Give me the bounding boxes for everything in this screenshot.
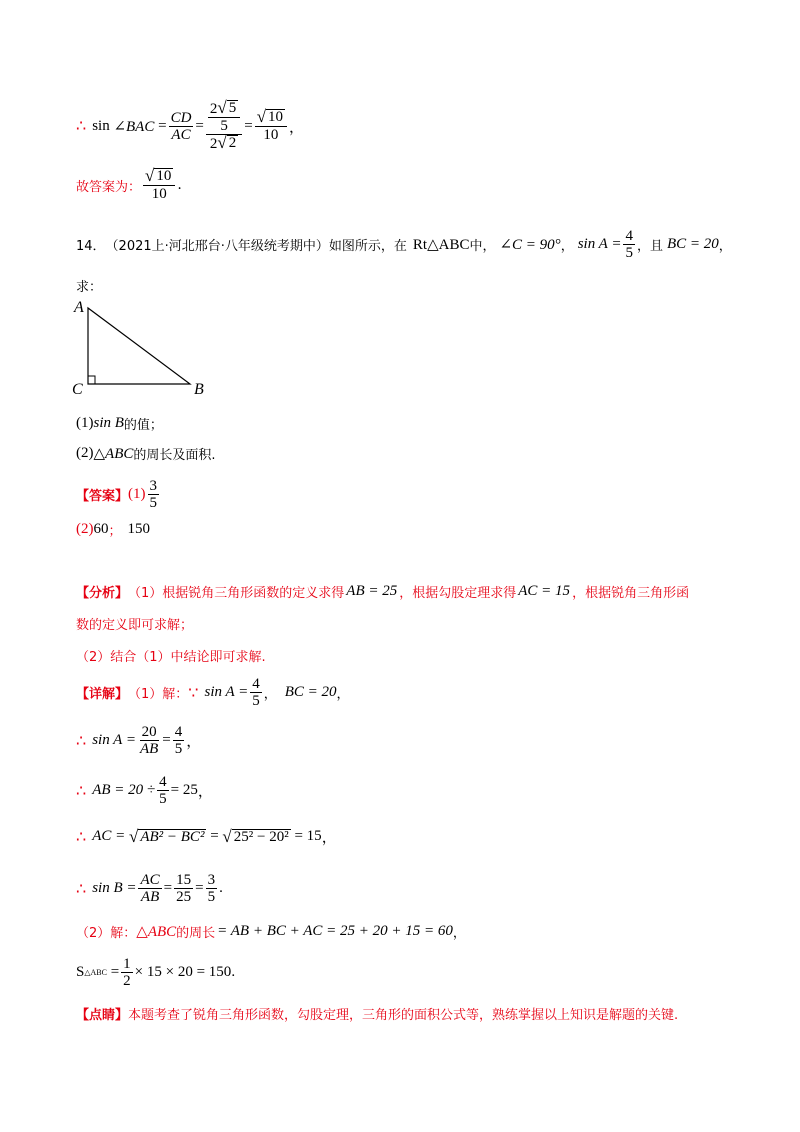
question-14: 14． （2021上·河北邢台·八年级统考期中）如图所示，在 Rt△ABC 中， ∠C = 90° ， sin A = $\frac{4}{5}$ ，且 BC = 20 ，: [76, 228, 732, 261]
vertex-c: C: [72, 381, 83, 398]
detail-line-1: 【详解】 （1）解： ∵ sin A = $\frac{4}{5}$ ， BC = 20 ，: [76, 676, 350, 709]
cd-over-ac: $\frac{CD}{AC}$: [170, 109, 192, 143]
compound-fraction: 2 √ 5 5 2 √ 2: [206, 100, 242, 152]
step-perimeter: （2）解： △ABC 的周长 = AB + BC + AC = 25 + 20 + 15 = 60 ，: [76, 923, 466, 941]
therefore-symbol: ∴: [76, 118, 87, 135]
sin-bac-line: ∴ sin ∠BAC = $\frac{CD}{AC}$ = 2 √ 5 5 2 √ 2 = √ 10 10 ，: [76, 98, 305, 152]
comment-line: 【点睛】 本题考查了锐角三角形函数，勾股定理，三角形的面积公式等，熟练掌握以上知识是解题的关键.: [76, 1008, 679, 1023]
part-1: (1) sin B 的值；: [76, 415, 163, 433]
answer-fraction: √ 10 10: [143, 168, 175, 202]
right-angle-marker: [88, 376, 95, 384]
step-ab: ∴ AB = 20 ÷ $\frac{4}{5}$ = 25 ，: [76, 774, 213, 807]
answer-line-2: (2) 60 ； 150: [76, 521, 151, 539]
sqrt10-over-10: √ 10 10: [255, 109, 287, 143]
answer-three-fifths: $\frac{3}{5}$: [149, 478, 158, 511]
analysis-line-2: 数的定义即可求解；: [76, 618, 194, 633]
question-ask: 求：: [76, 280, 103, 295]
step-sin-b: ∴ sin B = $\frac{AC}{AB}$ = $\frac{15}{25}$ = $\frac{3}{5}$ .: [76, 872, 223, 905]
answer-is-line: 故答案为： √ 10 10 .: [76, 166, 182, 202]
step-area: S △ABC = $\frac{1}{2}$ × 15 × 20 = 150 .: [76, 956, 236, 989]
analysis-line-1: 【分析】 （1）根据锐角三角形函数的定义求得 AB = 25 ，根据勾股定理求得 AC = 15 ，根据锐角三角形函: [76, 583, 690, 601]
part-2: (2) △ABC 的周长及面积.: [76, 445, 216, 463]
step-sin-a: ∴ sin A = $\frac{20}{AB}$ = $\frac{4}{5}$ ，: [76, 724, 202, 757]
answer-line-1: 【答案】 (1) $\frac{3}{5}$: [76, 478, 158, 511]
right-triangle-figure: [70, 296, 210, 400]
four-fifths: $\frac{4}{5}$: [625, 228, 633, 261]
vertex-a: A: [74, 299, 84, 316]
step-ac: ∴ AC = √ AB² − BC² = √ 25² − 20² = 15 ，: [76, 826, 337, 846]
vertex-b: B: [194, 381, 204, 398]
analysis-line-3: （2）结合（1）中结论即可求解.: [76, 650, 266, 665]
triangle-outline: [88, 308, 190, 384]
